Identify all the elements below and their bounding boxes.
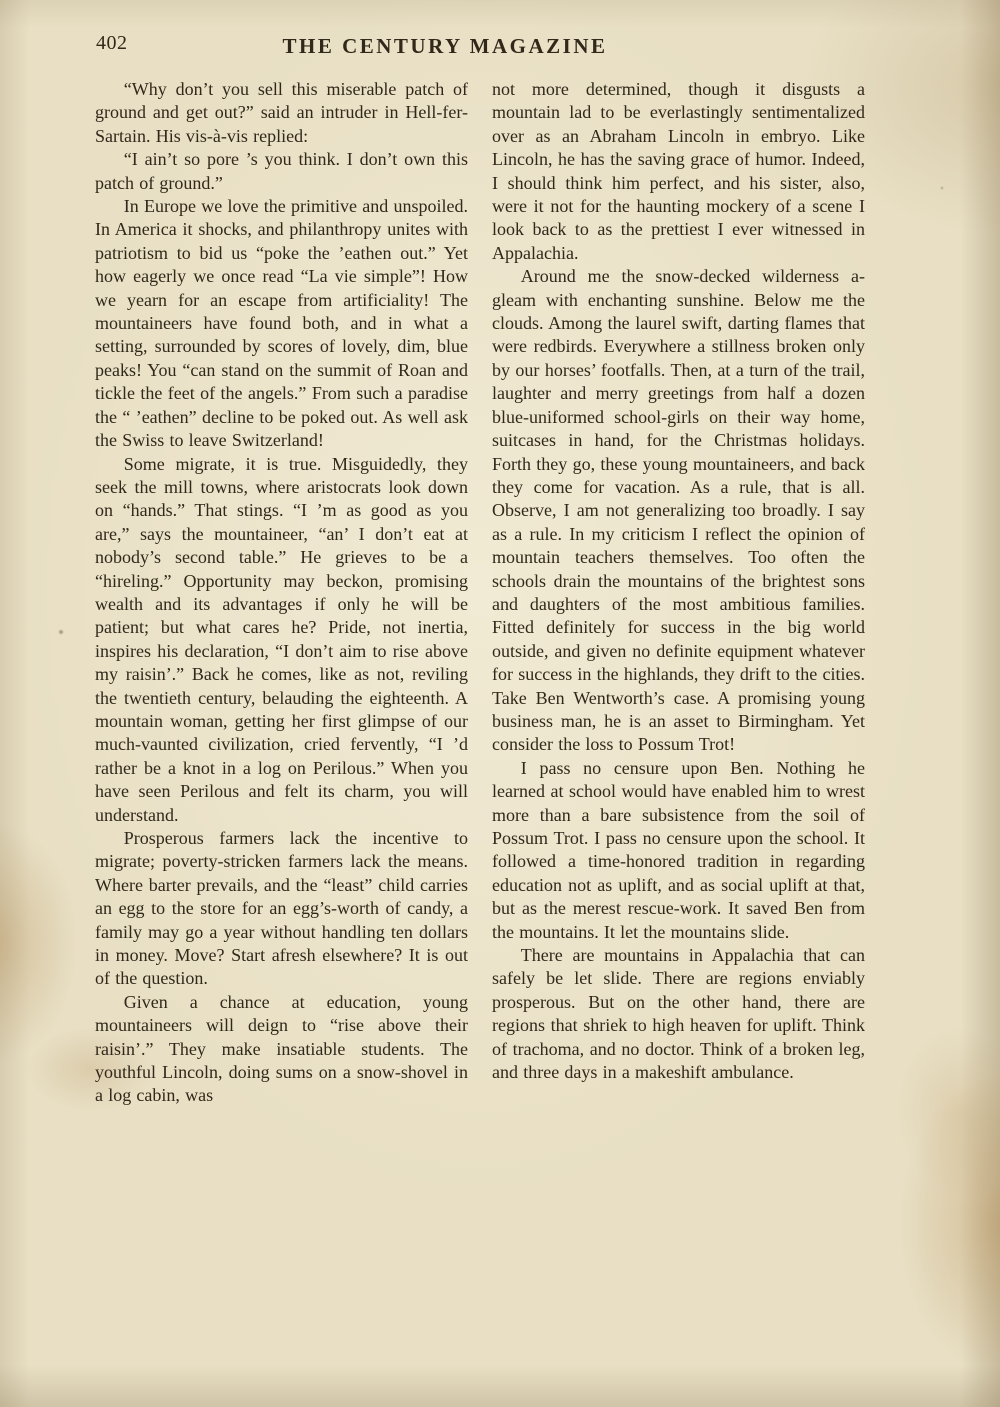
left-column <box>95 78 468 1108</box>
paragraph-given-a-chance: Given a chance at education, young mountaineers will deign to “rise above their raisin’.” They make insatiable students. The youthful Lincoln, doing sums on a snow-shovel in a log cabin, was <box>95 991 468 1106</box>
article-body <box>0 68 1000 1108</box>
right-column <box>492 78 865 1108</box>
paragraph-quote-intruder: “Why don’t you sell this miserable patch of ground and get out?” said an intruder in Hell-fer-Sartain. His vis-à-vis replied: <box>95 79 468 146</box>
paragraph-some-migrate: Some migrate, it is true. Misguidedly, they seek the mill towns, where aristocrats look down on “hands.” That stings. “I ’m as good as you are,” says the mountaineer, “an’ I don’t eat at nobody’s second table.” He grieves to be a “hireling.” Opportunity may beckon, promising wealth and its advantages if only he will be patient; but what cares he? Pride, not inertia, inspires his declaration, “I don’t aim to rise above my raisin’.” Back he comes, like as not, reviling the twentieth century, belauding the eighteenth. A mountain woman, getting her first glimpse of our much-vaunted civilization, cried fervently, “I ’d rather be a knot in a log on Perilous.” When you have seen Perilous and felt its charm, you will understand. <box>95 453 468 825</box>
paragraph-no-censure: I pass no censure upon Ben. Nothing he learned at school would have enabled him to wrest more than a bare subsistence from the soil of Possum Trot. I pass no censure upon the school. It followed a time-honored tradition in regarding education not as uplift, and as social uplift at that, but as the merest rescue-work. It saved Ben from the mountains. It let the mountains slide. <box>492 757 865 942</box>
page-number: 402 <box>96 32 128 54</box>
paragraph-mountains-slide: There are mountains in Appalachia that can safely be let slide. There are regions enviably prosperous. But on the other hand, there are regions that shriek to high heaven for uplift. Think of trachoma, and no doctor. Think of a broken leg, and three days in a makeshift ambulance. <box>492 945 865 1083</box>
page-header <box>0 0 1000 68</box>
paragraph-europe-primitive: In Europe we love the primitive and unspoiled. In America it shocks, and philanthropy unites with patriotism to bid us “poke the ’eathen out.” Yet how eagerly we once read “La vie simple”! How we yearn for an escape from artificiality! The mountaineers have found both, and in what a setting, surrounded by scores of lovely, dim, blue peaks! You “can stand on the summit of Roan and tickle the feet of the angels.” From such a paradise the “ ’eathen” decline to be poked out. As well ask the Swiss to leave Switzerland! <box>95 196 468 451</box>
paragraph-continuation-lincoln: not more determined, though it disgusts a mountain lad to be everlastingly sentimentalized over as an Abraham Lincoln in embryo. Like Lincoln, he has the saving grace of humor. Indeed, I should think him perfect, and his sister, also, were it not for the haunting mockery of a scene I look back to as the prettiest I ever witnessed in Appalachia. <box>492 79 865 263</box>
magazine-title: THE CENTURY MAGAZINE <box>282 34 608 58</box>
paragraph-around-me-wilderness: Around me the snow-decked wilderness a-gleam with enchanting sunshine. Below me the clouds. Among the laurel swift, darting flames that were redbirds. Everywhere a stillness broken only by our horses’ footfalls. Then, at a turn of the trail, laughter and merry greetings from half a dozen blue-uniformed school-girls on their way home, suitcases in hand, for the Christmas holidays. Forth they go, these young mountaineers, and back they come for vacation. As a rule, that is all. Observe, I am not generalizing too broadly. I say as a rule. In my criticism I reflect the opinion of mountain teachers themselves. Too often the schools drain the mountains of the brightest sons and daughters of the most ambitious families. Fitted definitely for success in the big world outside, and given no definite equipment whatever for success in the highlands, they drift to the cities. Take Ben Wentworth’s case. A promising young business man, he is an asset to Birmingham. Yet consider the loss to Possum Trot! <box>492 266 865 755</box>
paragraph-quote-reply: “I ain’t so pore ’s you think. I don’t own this patch of ground.” <box>95 149 468 193</box>
paragraph-prosperous-farmers: Prosperous farmers lack the incentive to migrate; poverty-stricken farmers lack the means. Where barter prevails, and the “least” child carries an egg to the store for an egg’s-worth of candy, a family may go a year without handling ten dollars in money. Move? Start afresh elsewhere? It is out of the question. <box>95 828 468 989</box>
